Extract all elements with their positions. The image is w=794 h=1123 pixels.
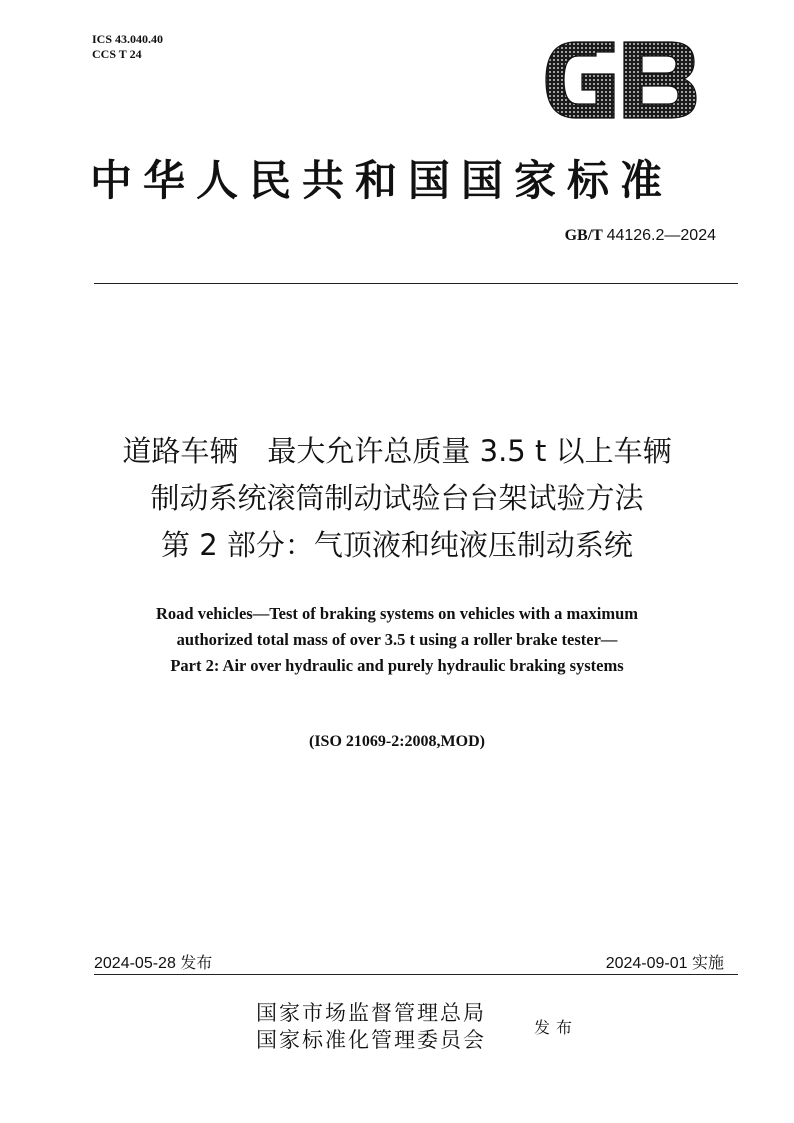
- implement-date: 2024-09-01 实施: [605, 955, 724, 972]
- header-divider: [94, 283, 738, 284]
- issuing-authorities: [256, 1000, 486, 1054]
- standard-number: [565, 227, 716, 245]
- gb-logo: [540, 38, 700, 122]
- standard-number-prefix: GB/T: [564, 227, 603, 244]
- english-title-line: authorized total mass of over 3.5 t using a roller brake tester—: [176, 630, 618, 649]
- national-standard-title: 中华人民共和国国家标准: [90, 156, 674, 205]
- iso-reference: (ISO 21069-2:2008,MOD): [309, 733, 485, 750]
- classification-codes: [92, 32, 163, 62]
- issue-label: 发布: [534, 1018, 579, 1037]
- chinese-title: [0, 428, 794, 569]
- english-title-line: Road vehicles—Test of braking systems on vehicles with a maximum: [155, 604, 639, 623]
- standard-number-value: 44126.2—2024: [606, 227, 716, 244]
- english-title-line: Part 2: Air over hydraulic and purely hydraulic braking systems: [170, 656, 624, 675]
- footer-divider: [94, 974, 738, 975]
- issuer-sac: 国家标准化管理委员会: [256, 1028, 486, 1052]
- chinese-title-line: 制动系统滚筒制动试验台台架试验方法: [150, 481, 644, 515]
- ccs-code: CCS T 24: [92, 47, 142, 61]
- chinese-title-line: 第 2 部分：气顶液和纯液压制动系统: [161, 528, 633, 562]
- publish-date: 2024-05-28 发布: [94, 955, 213, 972]
- english-title: [0, 601, 794, 679]
- chinese-title-line: 道路车辆 最大允许总质量 3.5 t 以上车辆: [122, 434, 672, 468]
- issuer-samr: 国家市场监督管理总局: [256, 1001, 486, 1025]
- ics-code: ICS 43.040.40: [92, 32, 164, 46]
